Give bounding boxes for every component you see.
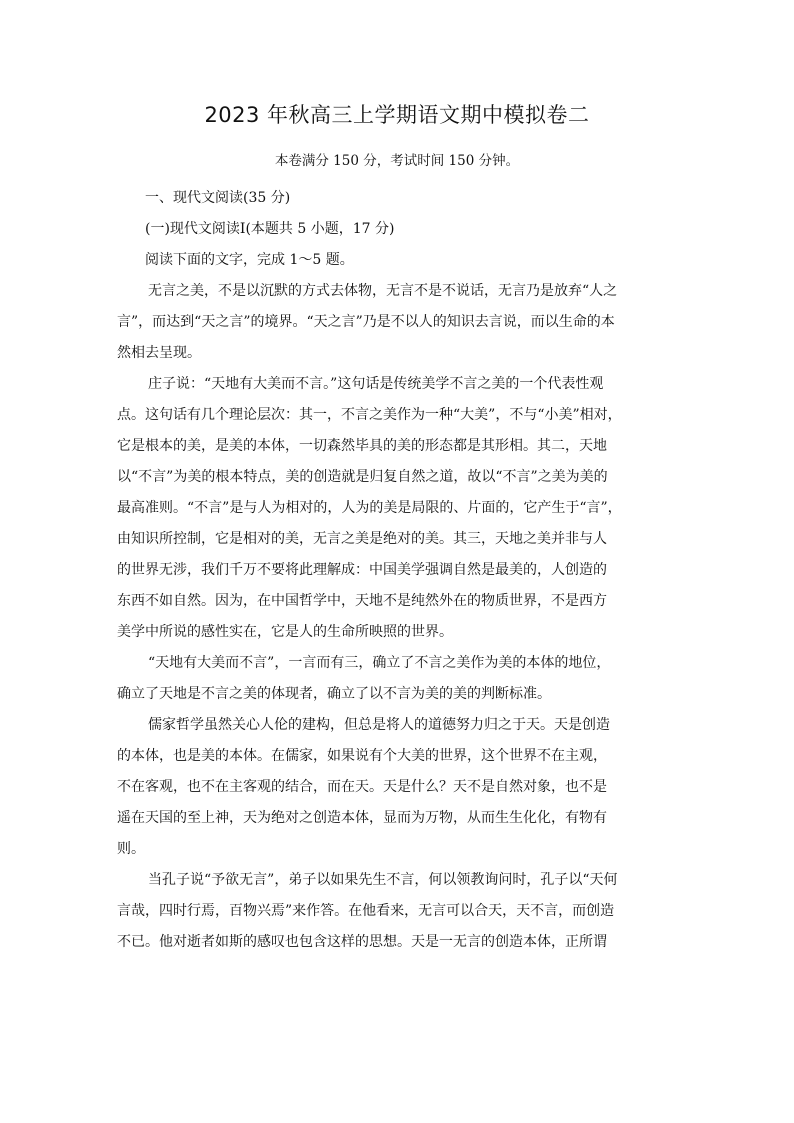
paragraph-line: 最高准则。“不言”是与人为相对的，人为的美是局限的、片面的，它产生于“言”， [117, 500, 622, 516]
paragraph-line: 美学中所说的感性实在，它是人的生命所映照的世界。 [117, 624, 453, 640]
paragraph-line: 儒家哲学虽然关心人伦的建构，但总是将人的道德努力归之于天。天是创造 [148, 717, 610, 733]
paragraph-line: 由知识所控制，它是相对的美，无言之美是绝对的美。其三，天地之美并非与人 [117, 531, 607, 547]
paragraph-line: 则。 [117, 841, 145, 857]
paragraph-line: 东西不如自然。因为，在中国哲学中，天地不是纯然外在的物质世界，不是西方 [117, 593, 607, 609]
paragraph-line: 的世界无涉，我们千万不要将此理解成：中国美学强调自然是最美的，人创造的 [117, 562, 607, 578]
paragraph-line: 以“不言”为美的根本特点，美的创造就是归复自然之道，故以“不言”之美为美的 [117, 469, 608, 485]
paragraph-line: 点。这句话有几个理论层次：其一，不言之美作为一种“大美”，不与“小美”相对， [117, 407, 622, 423]
reading-instruction: 阅读下面的文字，完成 1～5 题。 [145, 252, 354, 268]
paragraph-line: 然相去呈现。 [117, 345, 201, 361]
paragraph-line: 无言之美，不是以沉默的方式去体物，无言不是不说话，无言乃是放弃“人之 [148, 283, 618, 299]
paragraph-line: 它是根本的美，是美的本体，一切森然毕具的美的形态都是其形相。其二，天地 [117, 438, 607, 454]
paragraph-line: 不在客观，也不在主客观的结合，而在天。天是什么？天不是自然对象，也不是 [117, 779, 607, 795]
section-heading: 一、现代文阅读(35 分) [145, 190, 291, 206]
paragraph-line: 言哉，四时行焉，百物兴焉”来作答。在他看来，无言可以合天，天不言，而创造 [117, 903, 615, 919]
paragraph-line: 当孔子说“予欲无言”，弟子以如果先生不言，何以领教询问时，孔子以“天何 [148, 872, 618, 888]
reading-passage [117, 183, 687, 958]
subsection-heading: (一)现代文阅读Ⅰ(本题共 5 小题，17 分) [145, 221, 395, 237]
paragraph-line: 言”，而达到“天之言”的境界。“天之言”乃是不以人的知识去言说，而以生命的本 [117, 314, 615, 330]
exam-info: 本卷满分 150 分，考试时间 150 分钟。 [274, 153, 520, 169]
paragraph-line: 的本体，也是美的本体。在儒家，如果说有个大美的世界，这个世界不在主观， [117, 748, 607, 764]
paragraph-line: 遥在天国的至上神，天为绝对之创造本体，显而为万物，从而生生化化，有物有 [117, 810, 607, 826]
paragraph-line: 不已。他对逝者如斯的感叹也包含这样的思想。天是一无言的创造本体，正所谓 [117, 934, 607, 950]
document-title: 2023 年秋高三上学期语文期中模拟卷二 [204, 103, 590, 127]
paragraph-line: 确立了天地是不言之美的体现者，确立了以不言为美的美的判断标准。 [117, 686, 551, 702]
paragraph-line: 庄子说：“天地有大美而不言。”这句话是传统美学不言之美的一个代表性观 [148, 376, 604, 392]
paragraph-line: “天地有大美而不言”，一言而有三，确立了不言之美作为美的本体的地位， [148, 655, 611, 671]
